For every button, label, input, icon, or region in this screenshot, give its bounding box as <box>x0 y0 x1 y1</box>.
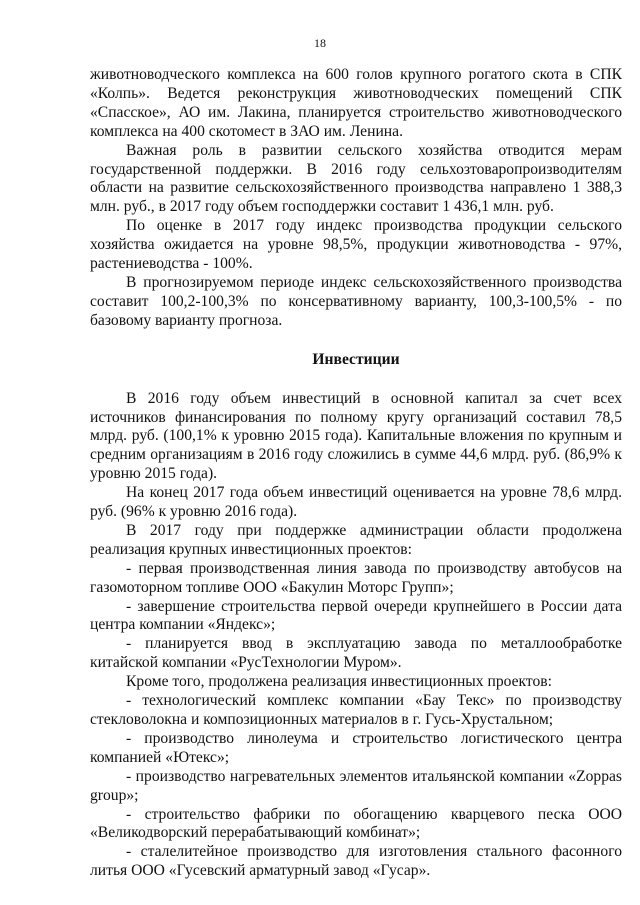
section-heading-investments: Инвестиции <box>312 350 400 368</box>
list-item-quartz-sand-factory: - строительство фабрики по обогащению кварцевого песка ООО «Великодворский перерабатывающий комбинат»; <box>90 805 622 842</box>
paragraph-production-index-2017: По оценке в 2017 году индекс производства продукции сельского хозяйства ожидается на уровне 98,5%, продукции животноводства - 97%, растениеводства - 100%. <box>90 217 622 273</box>
page-number: 18 <box>314 36 326 50</box>
list-item-yandex-datacenter: - завершение строительства первой очереди крупнейшего в России дата центра компании «Яндекс»; <box>90 597 622 634</box>
list-item-fiberglass-complex: - технологический комплекс компании «Бау Текс» по производству стекловолокна и композиционных материалов в г. Гусь-Хрустальном; <box>90 692 622 728</box>
paragraph-other-projects-intro: Кроме того, продолжена реализация инвестиционных проектов: <box>126 673 553 691</box>
list-item-heating-elements: - производство нагревательных элементов итальянской компании «Zoppas group»; <box>90 767 622 804</box>
document-body <box>90 66 622 881</box>
list-item-metalworking-plant: - планируется ввод в эксплуатацию завода по металлообработке китайской компании «РусТехнологии Муром». <box>90 635 622 672</box>
list-item-linoleum-logistics: - производство линолеума и строительство логистического центра компанией «Ютекс»; <box>90 729 622 766</box>
list-item-steel-casting: - сталелитейное производство для изготовления стального фасонного литья ООО «Гусевский арматурный завод «Гусар». <box>90 843 622 880</box>
paragraph-investments-2016: В 2016 году объем инвестиций в основной капитал за счет всех источников финансирования по полному кругу организаций составил 78,5 млрд. руб. (100,1% к уровню 2015 года). Капитальные вложения по крупным и средним организациям в 2016 году сложились в сумме 44,6 млрд. руб. (86,9% к уровню 2015 года). <box>90 389 622 483</box>
paragraph-major-projects-intro: В 2017 году при поддержке администрации области продолжена реализация крупных инвестиционных проектов: <box>90 521 622 558</box>
paragraph-forecast-period: В прогнозируемом периоде индекс сельскохозяйственного производства составит 100,2-100,3% по консервативному варианту, 100,3-100,5% - по базовому варианту прогноза. <box>90 273 622 329</box>
paragraph-livestock-complexes: животноводческого комплекса на 600 голов крупного рогатого скота в СПК «Колпь». Ведется реконструкция животноводческих помещений СПК «Спасское», АО им. Лакина, планируется строительство животноводческого комплекса на 400 скотомест в ЗАО им. Ленина. <box>90 66 622 140</box>
list-item-bus-plant: - первая производственная линия завода по производству автобусов на газомоторном топливе ООО «Бакулин Моторс Групп»; <box>90 559 622 596</box>
paragraph-state-support: Важная роль в развитии сельского хозяйства отводится мерам государственной поддержки. В 2016 году сельхозтоваропроизводителям области на развитие сельскохозяйственного производства направлено 1 388,3 млн. руб., в 2017 году объем господдержки составит 1 436,1 млн. руб. <box>90 141 622 216</box>
paragraph-investments-2017-estimate: На конец 2017 года объем инвестиций оценивается на уровне 78,6 млрд. руб. (96% к уровню 2016 года). <box>90 484 622 521</box>
